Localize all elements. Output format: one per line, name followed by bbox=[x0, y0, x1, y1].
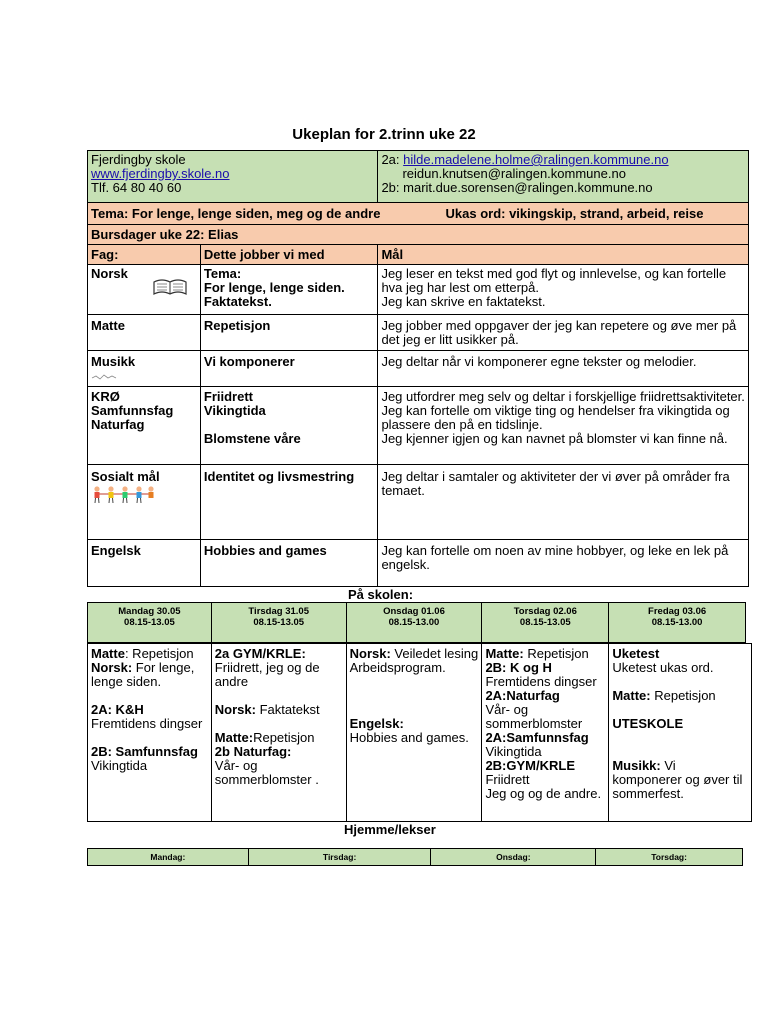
header-subject: Fag: bbox=[88, 245, 201, 265]
subject-name: Norsk bbox=[91, 266, 128, 281]
subject-name: Matte bbox=[88, 315, 201, 351]
subject-row bbox=[88, 265, 749, 315]
homework-table bbox=[87, 848, 743, 866]
children-holding-hands-icon bbox=[91, 485, 197, 508]
work-line: Repetisjon bbox=[200, 315, 378, 351]
work-line: Blomstene våre bbox=[203, 431, 301, 446]
school-name: Fjerdingby skole bbox=[91, 152, 186, 167]
goal-line: Jeg kan fortelle om noen av mine hobbyer, og leke en lek på bbox=[381, 543, 729, 558]
schedule-monday: Matte: Repetisjon Norsk: For lenge, lenge siden. 2A: K&H Fremtidens dingser 2B: Samfunnsfag Vikingtida bbox=[88, 644, 212, 822]
schedule-wednesday: Norsk: Veiledet lesing Arbeidsprogram. Engelsk: Hobbies and games. bbox=[346, 644, 482, 822]
subject-name: Sosialt mål bbox=[91, 469, 160, 484]
day-header: Mandag 30.05 08.15-13.05 bbox=[88, 603, 212, 643]
work-line: Friidrett bbox=[203, 389, 254, 404]
music-notes-icon bbox=[91, 370, 197, 384]
goal-line: Jeg kan fortelle om viktige ting og hendelser fra vikingtida og bbox=[381, 403, 730, 418]
day-header-table bbox=[87, 602, 746, 643]
goal-line: engelsk. bbox=[381, 557, 430, 572]
header-goal: Mål bbox=[378, 245, 749, 265]
homework-day: Onsdag: bbox=[431, 849, 596, 866]
homework-day: Torsdag: bbox=[596, 849, 743, 866]
goal-line: Jeg utfordrer meg selv og deltar i forskjellige friidrettsaktiviteter. bbox=[381, 389, 745, 404]
at-school-title: På skolen: bbox=[348, 587, 414, 602]
theme-row bbox=[88, 203, 749, 225]
homework-day: Mandag: bbox=[88, 849, 249, 866]
goal-line: Jeg leser en tekst med god flyt og innlevelse, og kan fortelle bbox=[381, 266, 727, 281]
schedule-tuesday: 2a GYM/KRLE: Friidrett, jeg og de andre Norsk: Faktatekst Matte:Repetisjon 2b Naturfag: Vår- og sommerblomster . bbox=[211, 644, 346, 822]
contact-2a-prefix: 2a: bbox=[381, 152, 400, 167]
contact-2a-second-email: reidun.knutsen@ralingen.kommune.no bbox=[402, 166, 626, 181]
work-line: Tema: bbox=[203, 266, 242, 281]
theme-text: Tema: For lenge, lenge siden, meg og de andre bbox=[91, 206, 381, 221]
day-header: Tirsdag 31.05 08.15-13.05 bbox=[211, 603, 346, 643]
schedule-friday: Uketest Uketest ukas ord. Matte: Repetisjon UTESKOLE Musikk: Vi komponerer og øver til sommerfest. bbox=[609, 644, 752, 822]
plan-table bbox=[87, 150, 749, 587]
day-header: Torsdag 02.06 08.15-13.05 bbox=[482, 603, 609, 643]
subject-row bbox=[88, 387, 749, 465]
schedule-table bbox=[87, 643, 752, 822]
school-phone: Tlf. 64 80 40 60 bbox=[91, 180, 182, 195]
goal-line: Jeg kjenner igjen og kan navnet på blomster vi kan finne nå. bbox=[381, 431, 728, 446]
work-line: Vi komponerer bbox=[200, 351, 378, 387]
contact-info bbox=[378, 151, 749, 203]
work-line: For lenge, lenge siden. bbox=[203, 280, 345, 295]
goal-line: hva jeg har lest om etterpå. bbox=[381, 280, 539, 295]
homework-day: Tirsdag: bbox=[248, 849, 431, 866]
goal-line: temaet. bbox=[381, 483, 425, 498]
contact-2a-email-link[interactable]: hilde.madelene.holme@ralingen.kommune.no bbox=[403, 152, 669, 167]
header-work: Dette jobber vi med bbox=[200, 245, 378, 265]
goal-line: Jeg deltar når vi komponerer egne tekster og melodier. bbox=[378, 351, 749, 387]
work-line: Identitet og livsmestring bbox=[200, 465, 378, 540]
subject-name: Musikk bbox=[91, 354, 136, 369]
subject-name: Engelsk bbox=[88, 540, 201, 587]
goal-line: Jeg deltar i samtaler og aktiviteter der vi øver på områder fra bbox=[381, 469, 730, 484]
subject-name: KRØ bbox=[91, 389, 120, 404]
birthdays: Bursdager uke 22: Elias bbox=[88, 225, 749, 245]
subject-row bbox=[88, 315, 749, 351]
subject-name: Naturfag bbox=[91, 417, 145, 432]
work-line: Vikingtida bbox=[203, 403, 266, 418]
contact-2b-email: 2b: marit.due.sorensen@ralingen.kommune.no bbox=[381, 180, 653, 195]
school-website-link[interactable]: www.fjerdingby.skole.no bbox=[91, 166, 230, 181]
work-line: Hobbies and games bbox=[200, 540, 378, 587]
goal-line: Jeg jobber med oppgaver der jeg kan repetere og øve mer på bbox=[381, 318, 737, 333]
subject-row bbox=[88, 465, 749, 540]
subject-row bbox=[88, 540, 749, 587]
goal-line: plassere den på en tidslinje. bbox=[381, 417, 543, 432]
homework-title: Hjemme/lekser bbox=[344, 822, 436, 837]
work-line: Faktatekst. bbox=[203, 294, 272, 309]
day-header: Onsdag 01.06 08.15-13.00 bbox=[346, 603, 482, 643]
page-title: Ukeplan for 2.trinn uke 22 bbox=[292, 126, 476, 143]
school-info bbox=[88, 151, 378, 203]
goal-line: det jeg er litt usikker på. bbox=[381, 332, 519, 347]
subject-row bbox=[88, 351, 749, 387]
weekly-words: Ukas ord: vikingskip, strand, arbeid, reise bbox=[445, 206, 704, 221]
subject-name: Samfunnsfag bbox=[91, 403, 174, 418]
goal-line: Jeg kan skrive en faktatekst. bbox=[381, 294, 546, 309]
book-icon bbox=[152, 276, 188, 301]
schedule-thursday: Matte: Repetisjon 2B: K og H Fremtidens dingser 2A:Naturfag Vår- og sommerblomster 2A:Samfunnsfag Vikingtida 2B:GYM/KRLE Friidrett Jeg og og de andre. bbox=[482, 644, 609, 822]
day-header: Fredag 03.06 08.15-13.00 bbox=[609, 603, 746, 643]
